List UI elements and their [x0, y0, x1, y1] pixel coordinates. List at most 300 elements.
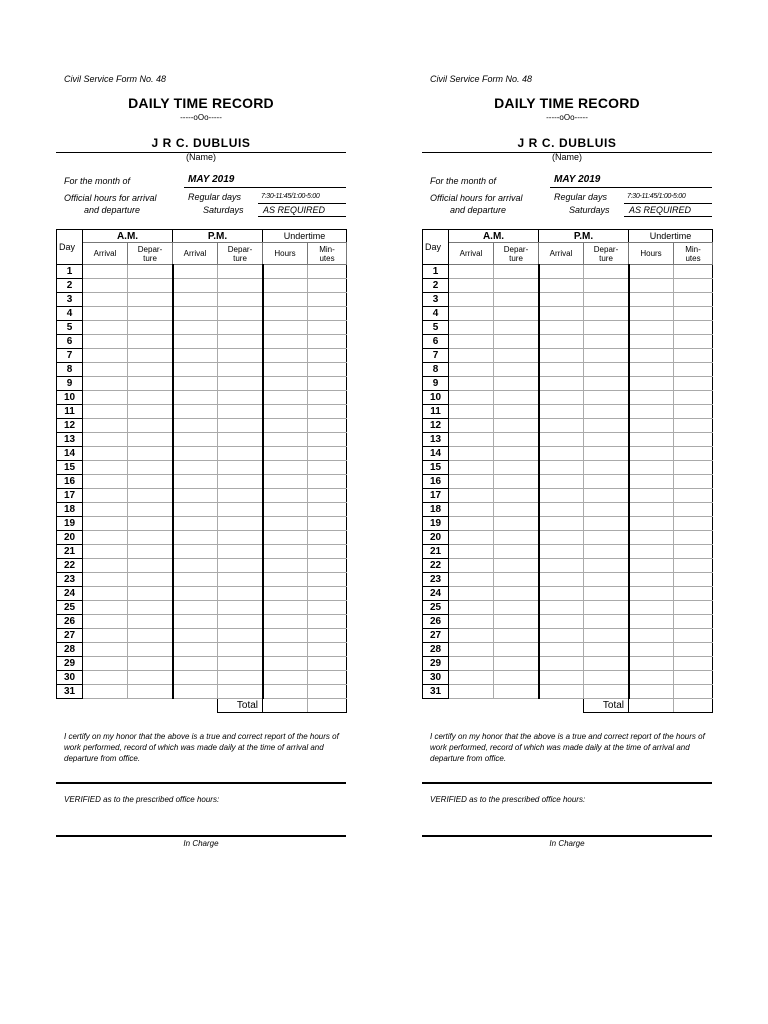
undertime-minutes-cell[interactable]: [308, 321, 347, 335]
pm-departure-cell[interactable]: [218, 671, 263, 685]
pm-departure-cell[interactable]: [218, 363, 263, 377]
undertime-hours-cell[interactable]: [629, 545, 674, 559]
pm-arrival-cell[interactable]: [173, 349, 218, 363]
am-departure-cell[interactable]: [494, 293, 539, 307]
pm-arrival-cell[interactable]: [173, 377, 218, 391]
pm-arrival-cell[interactable]: [539, 643, 584, 657]
undertime-hours-cell[interactable]: [629, 657, 674, 671]
pm-arrival-cell[interactable]: [539, 685, 584, 699]
undertime-minutes-cell[interactable]: [308, 377, 347, 391]
pm-departure-cell[interactable]: [218, 475, 263, 489]
undertime-hours-cell[interactable]: [629, 629, 674, 643]
undertime-hours-cell[interactable]: [263, 559, 308, 573]
pm-departure-cell[interactable]: [218, 559, 263, 573]
undertime-minutes-cell[interactable]: [308, 615, 347, 629]
total-hours-cell[interactable]: [263, 699, 308, 713]
am-arrival-cell[interactable]: [449, 321, 494, 335]
pm-departure-cell[interactable]: [584, 349, 629, 363]
undertime-hours-cell[interactable]: [263, 629, 308, 643]
am-arrival-cell[interactable]: [449, 265, 494, 279]
am-departure-cell[interactable]: [128, 433, 173, 447]
am-arrival-cell[interactable]: [449, 489, 494, 503]
pm-arrival-cell[interactable]: [173, 293, 218, 307]
undertime-hours-cell[interactable]: [263, 615, 308, 629]
pm-departure-cell[interactable]: [218, 573, 263, 587]
pm-departure-cell[interactable]: [584, 643, 629, 657]
am-arrival-cell[interactable]: [449, 419, 494, 433]
undertime-minutes-cell[interactable]: [308, 503, 347, 517]
undertime-hours-cell[interactable]: [263, 321, 308, 335]
am-departure-cell[interactable]: [128, 363, 173, 377]
pm-departure-cell[interactable]: [218, 307, 263, 321]
undertime-hours-cell[interactable]: [263, 377, 308, 391]
pm-departure-cell[interactable]: [584, 615, 629, 629]
pm-arrival-cell[interactable]: [539, 657, 584, 671]
am-arrival-cell[interactable]: [449, 587, 494, 601]
am-arrival-cell[interactable]: [449, 279, 494, 293]
undertime-minutes-cell[interactable]: [674, 447, 713, 461]
undertime-minutes-cell[interactable]: [674, 657, 713, 671]
undertime-hours-cell[interactable]: [629, 643, 674, 657]
am-arrival-cell[interactable]: [83, 685, 128, 699]
am-departure-cell[interactable]: [128, 321, 173, 335]
undertime-minutes-cell[interactable]: [674, 265, 713, 279]
pm-departure-cell[interactable]: [218, 377, 263, 391]
pm-arrival-cell[interactable]: [539, 349, 584, 363]
am-departure-cell[interactable]: [128, 671, 173, 685]
am-departure-cell[interactable]: [494, 615, 539, 629]
pm-departure-cell[interactable]: [584, 559, 629, 573]
am-arrival-cell[interactable]: [83, 293, 128, 307]
am-arrival-cell[interactable]: [449, 349, 494, 363]
am-departure-cell[interactable]: [494, 419, 539, 433]
am-departure-cell[interactable]: [494, 265, 539, 279]
undertime-hours-cell[interactable]: [629, 265, 674, 279]
am-arrival-cell[interactable]: [83, 279, 128, 293]
am-arrival-cell[interactable]: [83, 419, 128, 433]
am-departure-cell[interactable]: [494, 335, 539, 349]
am-arrival-cell[interactable]: [83, 363, 128, 377]
pm-departure-cell[interactable]: [584, 293, 629, 307]
undertime-hours-cell[interactable]: [629, 573, 674, 587]
pm-departure-cell[interactable]: [218, 405, 263, 419]
pm-arrival-cell[interactable]: [173, 391, 218, 405]
am-departure-cell[interactable]: [494, 573, 539, 587]
undertime-hours-cell[interactable]: [629, 489, 674, 503]
am-arrival-cell[interactable]: [83, 559, 128, 573]
am-departure-cell[interactable]: [494, 503, 539, 517]
pm-arrival-cell[interactable]: [173, 573, 218, 587]
pm-arrival-cell[interactable]: [539, 335, 584, 349]
undertime-hours-cell[interactable]: [263, 489, 308, 503]
am-departure-cell[interactable]: [494, 671, 539, 685]
undertime-minutes-cell[interactable]: [308, 419, 347, 433]
pm-arrival-cell[interactable]: [173, 671, 218, 685]
am-departure-cell[interactable]: [494, 657, 539, 671]
undertime-hours-cell[interactable]: [629, 405, 674, 419]
undertime-hours-cell[interactable]: [629, 363, 674, 377]
am-departure-cell[interactable]: [494, 447, 539, 461]
pm-departure-cell[interactable]: [218, 545, 263, 559]
pm-arrival-cell[interactable]: [539, 503, 584, 517]
pm-departure-cell[interactable]: [218, 587, 263, 601]
undertime-minutes-cell[interactable]: [674, 573, 713, 587]
am-arrival-cell[interactable]: [83, 503, 128, 517]
pm-arrival-cell[interactable]: [539, 447, 584, 461]
pm-departure-cell[interactable]: [584, 475, 629, 489]
pm-departure-cell[interactable]: [218, 279, 263, 293]
undertime-minutes-cell[interactable]: [308, 405, 347, 419]
undertime-hours-cell[interactable]: [263, 587, 308, 601]
pm-arrival-cell[interactable]: [173, 615, 218, 629]
undertime-minutes-cell[interactable]: [308, 293, 347, 307]
pm-departure-cell[interactable]: [218, 503, 263, 517]
am-departure-cell[interactable]: [128, 279, 173, 293]
undertime-minutes-cell[interactable]: [674, 489, 713, 503]
undertime-minutes-cell[interactable]: [308, 489, 347, 503]
am-departure-cell[interactable]: [494, 349, 539, 363]
pm-departure-cell[interactable]: [584, 279, 629, 293]
am-arrival-cell[interactable]: [449, 293, 494, 307]
undertime-hours-cell[interactable]: [263, 419, 308, 433]
am-departure-cell[interactable]: [128, 293, 173, 307]
pm-departure-cell[interactable]: [218, 643, 263, 657]
am-arrival-cell[interactable]: [449, 475, 494, 489]
am-departure-cell[interactable]: [128, 545, 173, 559]
am-arrival-cell[interactable]: [449, 391, 494, 405]
undertime-minutes-cell[interactable]: [308, 643, 347, 657]
am-arrival-cell[interactable]: [83, 517, 128, 531]
pm-arrival-cell[interactable]: [539, 419, 584, 433]
am-arrival-cell[interactable]: [449, 615, 494, 629]
undertime-hours-cell[interactable]: [629, 461, 674, 475]
pm-arrival-cell[interactable]: [173, 657, 218, 671]
pm-departure-cell[interactable]: [218, 489, 263, 503]
pm-departure-cell[interactable]: [218, 657, 263, 671]
undertime-minutes-cell[interactable]: [674, 321, 713, 335]
am-arrival-cell[interactable]: [449, 377, 494, 391]
undertime-minutes-cell[interactable]: [308, 601, 347, 615]
pm-departure-cell[interactable]: [584, 377, 629, 391]
pm-departure-cell[interactable]: [584, 307, 629, 321]
pm-arrival-cell[interactable]: [173, 321, 218, 335]
undertime-minutes-cell[interactable]: [674, 587, 713, 601]
pm-departure-cell[interactable]: [218, 685, 263, 699]
am-departure-cell[interactable]: [494, 307, 539, 321]
pm-arrival-cell[interactable]: [173, 265, 218, 279]
undertime-minutes-cell[interactable]: [308, 335, 347, 349]
am-departure-cell[interactable]: [494, 601, 539, 615]
pm-departure-cell[interactable]: [584, 405, 629, 419]
am-departure-cell[interactable]: [128, 685, 173, 699]
pm-departure-cell[interactable]: [218, 321, 263, 335]
pm-departure-cell[interactable]: [218, 335, 263, 349]
pm-departure-cell[interactable]: [218, 433, 263, 447]
pm-arrival-cell[interactable]: [173, 475, 218, 489]
undertime-hours-cell[interactable]: [263, 657, 308, 671]
am-departure-cell[interactable]: [128, 405, 173, 419]
am-arrival-cell[interactable]: [449, 517, 494, 531]
undertime-hours-cell[interactable]: [263, 517, 308, 531]
am-arrival-cell[interactable]: [83, 377, 128, 391]
undertime-minutes-cell[interactable]: [674, 545, 713, 559]
pm-arrival-cell[interactable]: [173, 531, 218, 545]
am-departure-cell[interactable]: [494, 391, 539, 405]
undertime-hours-cell[interactable]: [629, 559, 674, 573]
undertime-hours-cell[interactable]: [629, 307, 674, 321]
undertime-hours-cell[interactable]: [263, 685, 308, 699]
pm-departure-cell[interactable]: [584, 419, 629, 433]
am-arrival-cell[interactable]: [449, 573, 494, 587]
undertime-minutes-cell[interactable]: [308, 559, 347, 573]
pm-departure-cell[interactable]: [218, 629, 263, 643]
undertime-hours-cell[interactable]: [263, 293, 308, 307]
undertime-minutes-cell[interactable]: [674, 531, 713, 545]
pm-departure-cell[interactable]: [584, 587, 629, 601]
total-minutes-cell[interactable]: [674, 699, 713, 713]
pm-arrival-cell[interactable]: [173, 307, 218, 321]
pm-arrival-cell[interactable]: [539, 377, 584, 391]
am-departure-cell[interactable]: [128, 419, 173, 433]
undertime-minutes-cell[interactable]: [308, 363, 347, 377]
pm-departure-cell[interactable]: [584, 433, 629, 447]
pm-arrival-cell[interactable]: [539, 391, 584, 405]
undertime-minutes-cell[interactable]: [308, 391, 347, 405]
am-arrival-cell[interactable]: [449, 335, 494, 349]
pm-departure-cell[interactable]: [584, 363, 629, 377]
undertime-hours-cell[interactable]: [629, 279, 674, 293]
pm-arrival-cell[interactable]: [539, 559, 584, 573]
undertime-minutes-cell[interactable]: [674, 363, 713, 377]
pm-departure-cell[interactable]: [584, 657, 629, 671]
undertime-minutes-cell[interactable]: [308, 671, 347, 685]
undertime-hours-cell[interactable]: [263, 433, 308, 447]
pm-arrival-cell[interactable]: [173, 601, 218, 615]
undertime-hours-cell[interactable]: [629, 447, 674, 461]
undertime-minutes-cell[interactable]: [674, 685, 713, 699]
am-departure-cell[interactable]: [494, 489, 539, 503]
am-arrival-cell[interactable]: [449, 447, 494, 461]
undertime-minutes-cell[interactable]: [308, 461, 347, 475]
am-arrival-cell[interactable]: [83, 671, 128, 685]
pm-arrival-cell[interactable]: [173, 643, 218, 657]
undertime-minutes-cell[interactable]: [674, 475, 713, 489]
am-departure-cell[interactable]: [128, 559, 173, 573]
am-departure-cell[interactable]: [128, 391, 173, 405]
am-departure-cell[interactable]: [494, 475, 539, 489]
pm-arrival-cell[interactable]: [539, 489, 584, 503]
am-arrival-cell[interactable]: [449, 601, 494, 615]
undertime-minutes-cell[interactable]: [308, 265, 347, 279]
undertime-hours-cell[interactable]: [629, 321, 674, 335]
pm-arrival-cell[interactable]: [539, 629, 584, 643]
pm-arrival-cell[interactable]: [539, 475, 584, 489]
pm-arrival-cell[interactable]: [539, 307, 584, 321]
am-departure-cell[interactable]: [494, 405, 539, 419]
am-arrival-cell[interactable]: [449, 433, 494, 447]
am-arrival-cell[interactable]: [449, 363, 494, 377]
pm-departure-cell[interactable]: [218, 615, 263, 629]
undertime-minutes-cell[interactable]: [308, 629, 347, 643]
am-departure-cell[interactable]: [128, 573, 173, 587]
am-arrival-cell[interactable]: [83, 461, 128, 475]
pm-arrival-cell[interactable]: [173, 685, 218, 699]
undertime-hours-cell[interactable]: [263, 601, 308, 615]
pm-arrival-cell[interactable]: [539, 265, 584, 279]
undertime-minutes-cell[interactable]: [674, 671, 713, 685]
am-arrival-cell[interactable]: [83, 489, 128, 503]
pm-departure-cell[interactable]: [584, 335, 629, 349]
am-departure-cell[interactable]: [128, 503, 173, 517]
am-departure-cell[interactable]: [494, 321, 539, 335]
pm-arrival-cell[interactable]: [539, 671, 584, 685]
undertime-minutes-cell[interactable]: [674, 517, 713, 531]
undertime-hours-cell[interactable]: [263, 447, 308, 461]
am-departure-cell[interactable]: [494, 279, 539, 293]
undertime-minutes-cell[interactable]: [308, 447, 347, 461]
undertime-minutes-cell[interactable]: [674, 405, 713, 419]
am-departure-cell[interactable]: [128, 657, 173, 671]
am-arrival-cell[interactable]: [83, 587, 128, 601]
pm-departure-cell[interactable]: [584, 671, 629, 685]
pm-departure-cell[interactable]: [584, 685, 629, 699]
am-departure-cell[interactable]: [494, 531, 539, 545]
am-arrival-cell[interactable]: [449, 503, 494, 517]
am-departure-cell[interactable]: [494, 629, 539, 643]
pm-arrival-cell[interactable]: [539, 363, 584, 377]
am-arrival-cell[interactable]: [83, 349, 128, 363]
am-arrival-cell[interactable]: [83, 531, 128, 545]
undertime-hours-cell[interactable]: [263, 671, 308, 685]
pm-departure-cell[interactable]: [218, 391, 263, 405]
am-arrival-cell[interactable]: [83, 307, 128, 321]
undertime-hours-cell[interactable]: [629, 293, 674, 307]
am-arrival-cell[interactable]: [83, 265, 128, 279]
am-departure-cell[interactable]: [494, 461, 539, 475]
undertime-minutes-cell[interactable]: [674, 419, 713, 433]
am-departure-cell[interactable]: [128, 629, 173, 643]
am-arrival-cell[interactable]: [83, 615, 128, 629]
pm-arrival-cell[interactable]: [173, 587, 218, 601]
pm-arrival-cell[interactable]: [173, 503, 218, 517]
undertime-minutes-cell[interactable]: [674, 559, 713, 573]
am-arrival-cell[interactable]: [449, 307, 494, 321]
am-departure-cell[interactable]: [494, 587, 539, 601]
pm-arrival-cell[interactable]: [173, 279, 218, 293]
pm-departure-cell[interactable]: [584, 447, 629, 461]
undertime-minutes-cell[interactable]: [674, 307, 713, 321]
am-arrival-cell[interactable]: [83, 545, 128, 559]
pm-arrival-cell[interactable]: [173, 517, 218, 531]
pm-arrival-cell[interactable]: [173, 559, 218, 573]
total-hours-cell[interactable]: [629, 699, 674, 713]
pm-arrival-cell[interactable]: [539, 573, 584, 587]
am-arrival-cell[interactable]: [449, 531, 494, 545]
pm-departure-cell[interactable]: [218, 461, 263, 475]
undertime-hours-cell[interactable]: [629, 685, 674, 699]
undertime-minutes-cell[interactable]: [674, 279, 713, 293]
pm-departure-cell[interactable]: [584, 391, 629, 405]
am-arrival-cell[interactable]: [449, 657, 494, 671]
am-departure-cell[interactable]: [494, 643, 539, 657]
undertime-minutes-cell[interactable]: [674, 601, 713, 615]
undertime-hours-cell[interactable]: [629, 517, 674, 531]
undertime-hours-cell[interactable]: [629, 531, 674, 545]
pm-arrival-cell[interactable]: [539, 293, 584, 307]
am-departure-cell[interactable]: [128, 587, 173, 601]
pm-arrival-cell[interactable]: [173, 489, 218, 503]
undertime-minutes-cell[interactable]: [308, 657, 347, 671]
pm-arrival-cell[interactable]: [539, 279, 584, 293]
undertime-minutes-cell[interactable]: [308, 587, 347, 601]
pm-arrival-cell[interactable]: [173, 461, 218, 475]
undertime-minutes-cell[interactable]: [308, 573, 347, 587]
undertime-hours-cell[interactable]: [263, 349, 308, 363]
undertime-hours-cell[interactable]: [263, 363, 308, 377]
pm-arrival-cell[interactable]: [173, 433, 218, 447]
pm-departure-cell[interactable]: [584, 573, 629, 587]
undertime-hours-cell[interactable]: [263, 475, 308, 489]
pm-departure-cell[interactable]: [584, 489, 629, 503]
pm-departure-cell[interactable]: [218, 293, 263, 307]
undertime-hours-cell[interactable]: [263, 391, 308, 405]
am-arrival-cell[interactable]: [449, 671, 494, 685]
undertime-minutes-cell[interactable]: [674, 293, 713, 307]
am-arrival-cell[interactable]: [83, 657, 128, 671]
undertime-hours-cell[interactable]: [263, 279, 308, 293]
pm-arrival-cell[interactable]: [539, 321, 584, 335]
undertime-minutes-cell[interactable]: [674, 391, 713, 405]
pm-departure-cell[interactable]: [218, 601, 263, 615]
pm-arrival-cell[interactable]: [173, 335, 218, 349]
pm-departure-cell[interactable]: [584, 601, 629, 615]
am-departure-cell[interactable]: [128, 475, 173, 489]
pm-departure-cell[interactable]: [584, 503, 629, 517]
am-arrival-cell[interactable]: [449, 545, 494, 559]
undertime-hours-cell[interactable]: [263, 265, 308, 279]
pm-departure-cell[interactable]: [584, 265, 629, 279]
am-arrival-cell[interactable]: [449, 629, 494, 643]
pm-departure-cell[interactable]: [584, 461, 629, 475]
undertime-hours-cell[interactable]: [263, 461, 308, 475]
am-departure-cell[interactable]: [494, 685, 539, 699]
am-arrival-cell[interactable]: [83, 447, 128, 461]
undertime-minutes-cell[interactable]: [308, 531, 347, 545]
undertime-minutes-cell[interactable]: [308, 307, 347, 321]
undertime-hours-cell[interactable]: [629, 349, 674, 363]
undertime-hours-cell[interactable]: [263, 503, 308, 517]
undertime-hours-cell[interactable]: [629, 475, 674, 489]
pm-arrival-cell[interactable]: [539, 517, 584, 531]
am-departure-cell[interactable]: [128, 615, 173, 629]
undertime-minutes-cell[interactable]: [674, 643, 713, 657]
am-arrival-cell[interactable]: [449, 405, 494, 419]
undertime-minutes-cell[interactable]: [308, 685, 347, 699]
undertime-minutes-cell[interactable]: [308, 545, 347, 559]
undertime-hours-cell[interactable]: [629, 433, 674, 447]
pm-departure-cell[interactable]: [584, 321, 629, 335]
undertime-minutes-cell[interactable]: [308, 517, 347, 531]
undertime-hours-cell[interactable]: [629, 601, 674, 615]
am-arrival-cell[interactable]: [83, 433, 128, 447]
pm-arrival-cell[interactable]: [539, 601, 584, 615]
pm-arrival-cell[interactable]: [173, 405, 218, 419]
am-departure-cell[interactable]: [128, 601, 173, 615]
am-arrival-cell[interactable]: [83, 391, 128, 405]
am-arrival-cell[interactable]: [449, 685, 494, 699]
undertime-minutes-cell[interactable]: [308, 279, 347, 293]
am-departure-cell[interactable]: [128, 643, 173, 657]
